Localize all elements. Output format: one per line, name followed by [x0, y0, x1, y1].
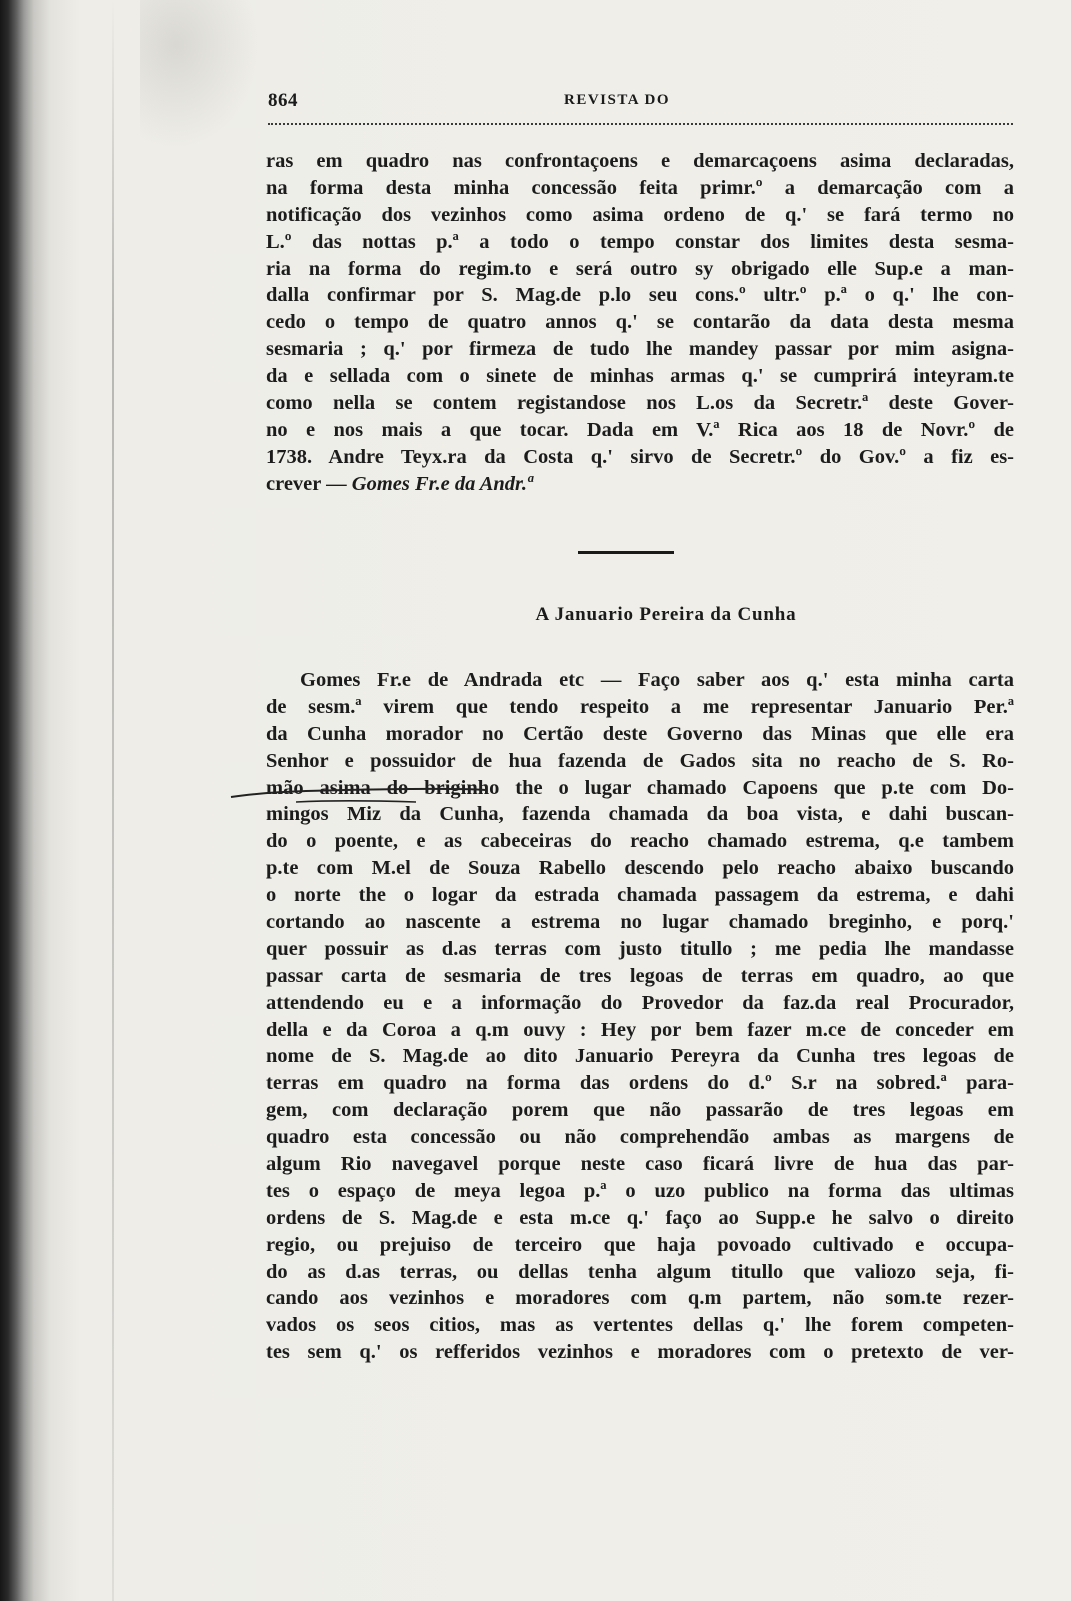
page-number: 864: [268, 90, 298, 111]
page-header: [268, 90, 1013, 118]
text-line: terras em quadro na forma das ordens do d.º S.r na sobred.ª para-: [266, 1072, 1014, 1095]
text-line: tes o espaço de meya legoa p.ª o uzo publico na forma das ultimas: [266, 1179, 1014, 1202]
text-line: na forma desta minha concessão feita primr.º a demarcação com a: [266, 176, 1014, 199]
text-line: 1738. Andre Teyx.ra da Costa q.' sirvo de Secretr.º do Gov.º a fiz es-: [266, 445, 1014, 468]
text-line: da Cunha morador no Certão deste Governo das Minas que elle era: [266, 722, 1014, 745]
text-line: mingos Miz da Cunha, fazenda chamada da boa vista, e dahi buscan-: [266, 803, 1014, 826]
text-line: passar carta de sesmaria de tres legoas de terras em quadro, ao que: [266, 964, 1014, 987]
text-line: mão asima do briginho the o lugar chamado Capoens que p.te com Do-: [266, 776, 1014, 799]
text-line: da e sellada com o sinete de minhas armas q.' se cumprirá inteyram.te: [266, 365, 1014, 388]
text-line: ordens de S. Mag.de e esta m.ce q.' faço ao Supp.e he salvo o direito: [266, 1206, 1014, 1229]
text-line: tes sem q.' os refferidos vezinhos e moradores com o pretexto de ver-: [266, 1341, 1014, 1364]
text-line: o norte the o logar da estrada chamada passagem da estrema, e dahi: [266, 884, 1014, 907]
handwritten-underline: [226, 764, 516, 814]
text-line: Senhor e possuidor de hua fazenda de Gados sita no reacho de S. Ro-: [266, 749, 1014, 772]
text-line: L.º das nottas p.ª a todo o tempo constar dos limites desta sesma-: [266, 230, 1014, 253]
text-line: como nella se contem registandose nos L.os da Secretr.ª deste Gover-: [266, 392, 1014, 415]
top-paragraph: [266, 148, 1014, 498]
section-title: A Januario Pereira da Cunha: [535, 604, 797, 625]
text-line: ria na forma do regim.to e será outro sy obrigado elle Sup.e a man-: [266, 257, 1014, 280]
text-line: della e da Coroa a q.m ouvy : Hey por bem fazer m.ce de conceder em: [266, 1018, 1014, 1041]
text-line: algum Rio navegavel porque neste caso ficará livre de hua das par-: [266, 1153, 1014, 1176]
paper-stain: [140, 0, 260, 150]
text-line: regio, ou prejuiso de terceiro que haja povoado cultivado e occupa-: [266, 1233, 1014, 1256]
closing-signature: Gomes Fr.e da Andr.ª: [351, 472, 533, 495]
text-line: Gomes Fr.e de Andrada etc — Faço saber aos q.' esta minha carta: [300, 669, 1014, 691]
text-line: gem, com declaração porem que não passarão de tres legoas em: [266, 1099, 1014, 1122]
section-divider: [578, 551, 674, 554]
text-line: attendendo eu e a informação do Provedor da faz.da real Procurador,: [266, 991, 1014, 1014]
text-line: no e nos mais a que tocar. Dada em V.ª Rica aos 18 de Novr.º de: [266, 418, 1014, 441]
binding-crease: [112, 0, 114, 1601]
text-line: sesmaria ; q.' por firmeza de tudo lhe mandey passar por mim asigna-: [266, 338, 1014, 361]
text-line: ras em quadro nas confrontaçoens e demarcaçoens asima declaradas,: [266, 150, 1014, 172]
text-line: do o poente, e as cabeceiras do reacho chamado estrema, q.e tambem: [266, 830, 1014, 853]
text-line: notificação dos vezinhos como asima ordeno de q.' se fará termo no: [266, 203, 1014, 226]
text-line: cando aos vezinhos e moradores com q.m partem, não som.te rezer-: [266, 1287, 1014, 1310]
closing-line: [266, 471, 1014, 498]
text-line: p.te com M.el de Souza Rabello descendo pelo reacho abaixo buscando: [266, 857, 1014, 880]
text-line: cedo o tempo de quatro annos q.' se contarão da data desta mesma: [266, 311, 1014, 334]
text-line: de sesm.ª virem que tendo respeito a me representar Januario Per.ª: [266, 695, 1014, 718]
text-line: quadro esta concessão ou não comprehendão ambas as margens de: [266, 1126, 1014, 1149]
text-line: nome de S. Mag.de ao dito Januario Pereyra da Cunha tres legoas de: [266, 1045, 1014, 1068]
text-line: vados os seos citios, mas as vertentes dellas q.' lhe forem competen-: [266, 1314, 1014, 1337]
text-line: quer possuir as d.as terras com justo titullo ; me pedia lhe mandasse: [266, 937, 1014, 960]
text-line: cortando ao nascente a estrema no lugar chamado breginho, e porq.': [266, 911, 1014, 934]
text-line: do as d.as terras, ou dellas tenha algum titullo que valiozo seja, fi-: [266, 1260, 1014, 1283]
closing-prefix: crever —: [266, 472, 352, 495]
header-rule: [268, 123, 1013, 125]
running-head: REVISTA DO: [564, 92, 670, 108]
text-line: dalla confirmar por S. Mag.de p.lo seu cons.º ultr.º p.ª o q.' lhe con-: [266, 284, 1014, 307]
